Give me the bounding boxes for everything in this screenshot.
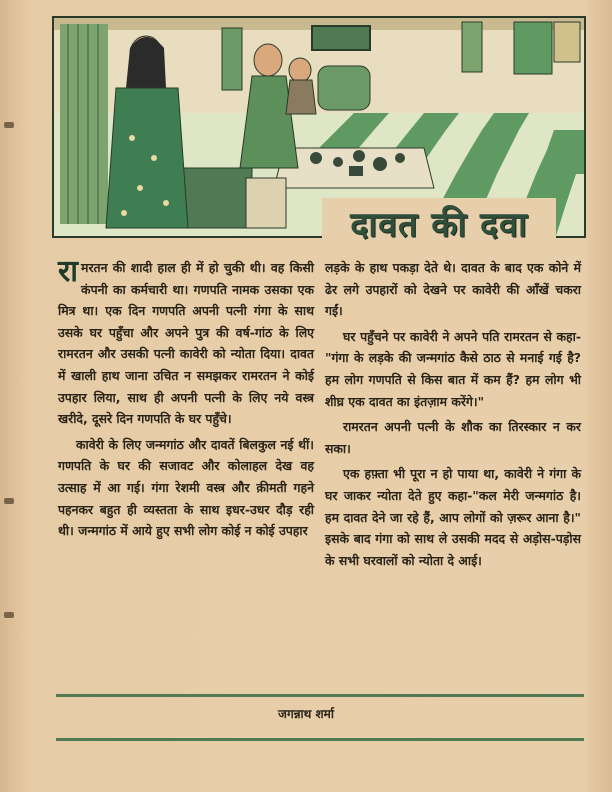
paragraph-2: कावेरी के लिए जन्मगांठ और दावतें बिलकुल नई थीं। गणपति के घर की सजावट और कोलाहल देख वह उत्साह में आ गई। गंगा रेशमी वस्त्र और क़ीमती गहने पहनकर बहुत ही व्यस्तता के साथ इधर-उधर दौड़ रही थी। जन्मगांठ में आये हुए सभी लोग कोई न कोई उपहार bbox=[58, 436, 314, 539]
margin-mark bbox=[4, 612, 14, 618]
paragraph-4: घर पहुँचने पर कावेरी ने अपने पति रामरतन से कहा-"गंगा के लड़के की जन्मगांठ कैसे ठाठ से मनाई गई है? हम लोग गणपति से किस बात में कम हैं? हम लोग भी शीघ्र एक दावत का इंतज़ाम करेंगे।" bbox=[325, 328, 581, 409]
paragraph-1-text: मरतन की शादी हाल ही में हो चुकी थी। वह किसी कंपनी का कर्मचारी था। गणपति नामक उसका एक मित्र था। एक दिन गणपति अपनी पत्नी गंगा के साथ उसके घर पहुँचा और अपने पुत्र की वर्ष-गांठ के लिए रामरतन और उसकी पत्नी कावेरी को न्योता दिया। दावत में खाली हाथ जाना उचित न समझकर रामरतन ने कोई उपहार लिया, साथ ही अपनी पत्नी के लिए नये वस्त्र खरीदे, दूसरे दिन गणपति के घर पहुँचे। bbox=[58, 260, 314, 427]
story-title: दावत की दवा bbox=[350, 205, 528, 245]
author-name: जगन्नाथ शर्मा bbox=[278, 707, 334, 721]
drop-cap: रा bbox=[58, 254, 79, 289]
title-box bbox=[322, 198, 556, 248]
paragraph-3: लड़के के हाथ पकड़ा देते थे। दावत के बाद एक कोने में ढेर लगे उपहारों को देखने पर कावेरी की आँखें चकरा गईं। bbox=[325, 260, 581, 319]
margin-mark bbox=[4, 122, 14, 128]
right-column bbox=[325, 257, 581, 575]
footer-rule-bottom bbox=[56, 738, 584, 741]
paragraph-6: एक हफ़्ता भी पूरा न हो पाया था, कावेरी ने गंगा के घर जाकर न्योता देते हुए कहा-"कल मेरी जन्मगांठ है। हम दावत देने जा रहे हैं, आप लोगों को ज़रूर आना है।" इसके बाद गंगा को साथ ले उसकी मदद से अड़ोस-पड़ोस के सभी घरवालों को न्योता दे आई। bbox=[325, 466, 581, 568]
footer-rule-top bbox=[56, 694, 584, 697]
paragraph-5: रामरतन अपनी पत्नी के शौक का तिरस्कार न कर सका। bbox=[325, 419, 581, 456]
paragraph-1 bbox=[58, 254, 314, 430]
left-column bbox=[58, 254, 314, 546]
margin-mark bbox=[4, 498, 14, 504]
